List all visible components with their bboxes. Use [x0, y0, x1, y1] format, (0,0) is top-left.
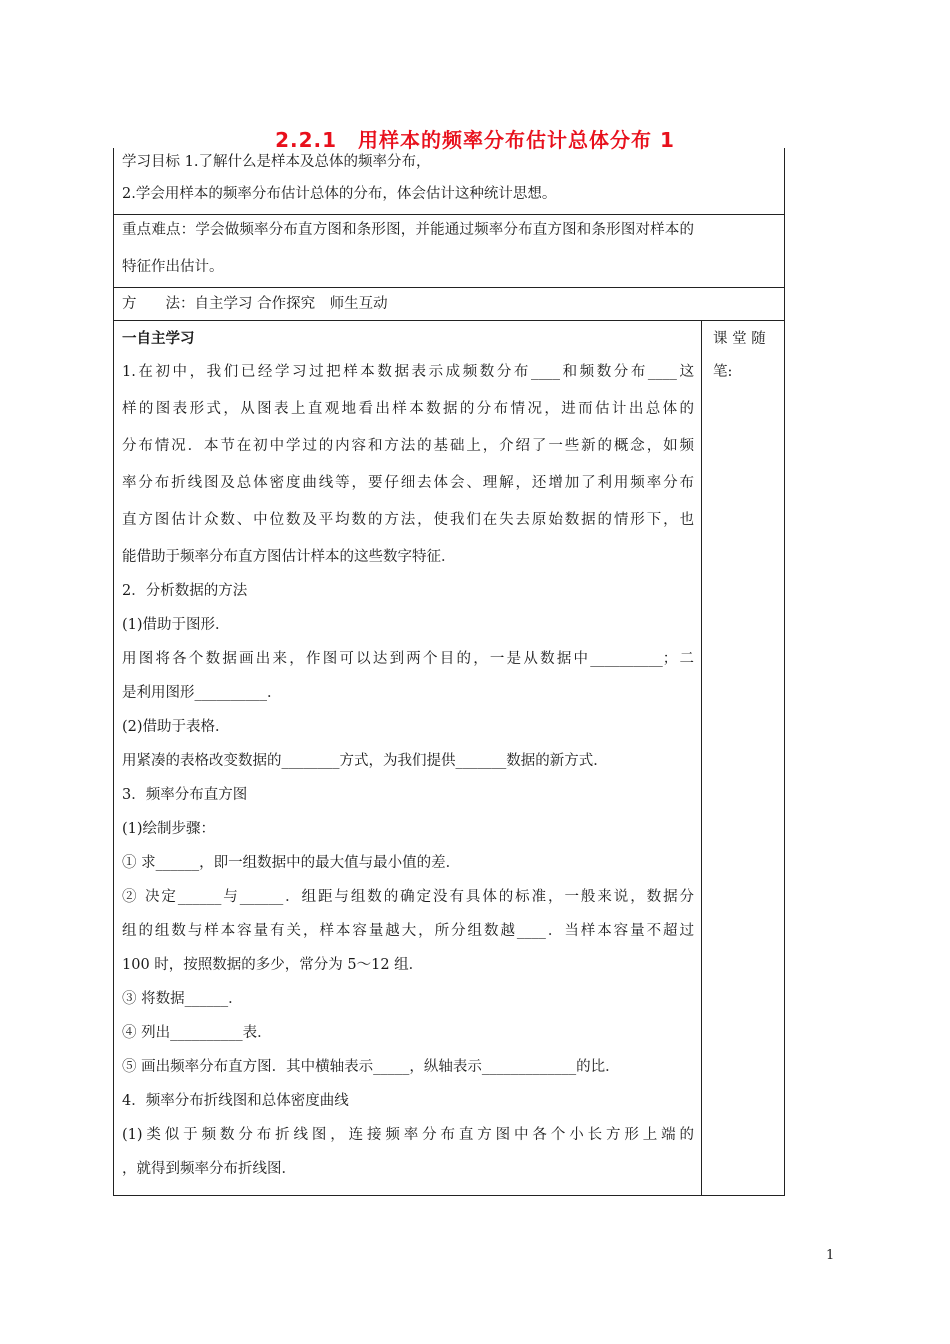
page-title: 2.2.1 用样本的频率分布估计总体分布 1: [275, 128, 675, 152]
lesson-table: [113, 148, 785, 1196]
content-line: ① 求______，即一组数据中的最大值与最小值的差．: [122, 855, 461, 871]
objectives-line-2: 2.学会用样本的频率分布估计总体的分布，体会估计这种统计思想。: [122, 186, 557, 202]
key-points-line-2: 特征作出估计。: [122, 259, 224, 275]
content-line: 率分布折线图及总体密度曲线等，要仔细去体会、理解，还增加了利用频率分布: [122, 475, 694, 491]
content-line: 直方图估计众数、中位数及平均数的方法，使我们在失去原始数据的情形下，也: [122, 512, 694, 528]
objectives-line-1: 学习目标 1.了解什么是样本及总体的频率分布，: [122, 154, 431, 170]
content-line: 1.在初中，我们已经学习过把样本数据表示成频数分布____和频数分布____这: [122, 364, 694, 380]
content-line: 分布情况．本节在初中学过的内容和方法的基础上，介绍了一些新的概念，如频: [122, 438, 694, 454]
notes-label-line-1: 课 堂 随: [713, 331, 766, 347]
method-text: 方 法：自主学习 合作探究 师生互动: [122, 296, 388, 312]
content-line: (1)类似于频数分布折线图，连接频率分布直方图中各个小长方形上端的: [122, 1127, 694, 1143]
content-line: 4．频率分布折线图和总体密度曲线: [122, 1093, 349, 1109]
content-line: (1)借助于图形．: [122, 617, 230, 633]
content-line: (2)借助于表格．: [122, 719, 230, 735]
notes-cell: [703, 321, 784, 1195]
content-line: ，就得到频率分布折线图．: [122, 1161, 296, 1177]
content-line: 100 时，按照数据的多少，常分为 5～12 组．: [122, 957, 424, 973]
content-line: ② 决定______与______．组距与组数的确定没有具体的标准，一般来说，数据分: [122, 889, 694, 905]
content-line: 3．频率分布直方图: [122, 787, 248, 803]
content-line: 能借助于频率分布直方图估计样本的这些数字特征．: [122, 549, 456, 565]
content-line: 2．分析数据的方法: [122, 583, 248, 599]
content-line: (1)绘制步骤：: [122, 821, 216, 837]
key-points-row: [114, 215, 784, 288]
section-heading: 一自主学习: [122, 330, 195, 347]
key-points-line-1: 重点难点：学会做频率分布直方图和条形图，并能通过频率分布直方图和条形图对样本的: [122, 222, 694, 238]
method-row: [114, 288, 784, 321]
objectives-row: [114, 148, 784, 215]
content-line: 是利用图形__________．: [122, 685, 282, 701]
main-content-cell: [114, 321, 702, 1195]
content-line: ④ 列出__________表．: [122, 1025, 272, 1041]
page-number: 1: [826, 1248, 835, 1263]
content-line: 样的图表形式，从图表上直观地看出样本数据的分布情况，进而估计出总体的: [122, 401, 694, 417]
content-line: ③ 将数据______．: [122, 991, 243, 1007]
notes-label-line-2: 笔:: [713, 364, 733, 380]
content-line: 组的组数与样本容量有关，样本容量越大，所分组数越____．当样本容量不超过: [122, 923, 694, 939]
content-line: 用紧凑的表格改变数据的________方式，为我们提供_______数据的新方式．: [122, 753, 608, 769]
content-line: ⑤ 画出频率分布直方图．其中横轴表示_____，纵轴表示_____________的比．: [122, 1059, 620, 1075]
content-line: 用图将各个数据画出来，作图可以达到两个目的，一是从数据中__________；二: [122, 651, 694, 667]
